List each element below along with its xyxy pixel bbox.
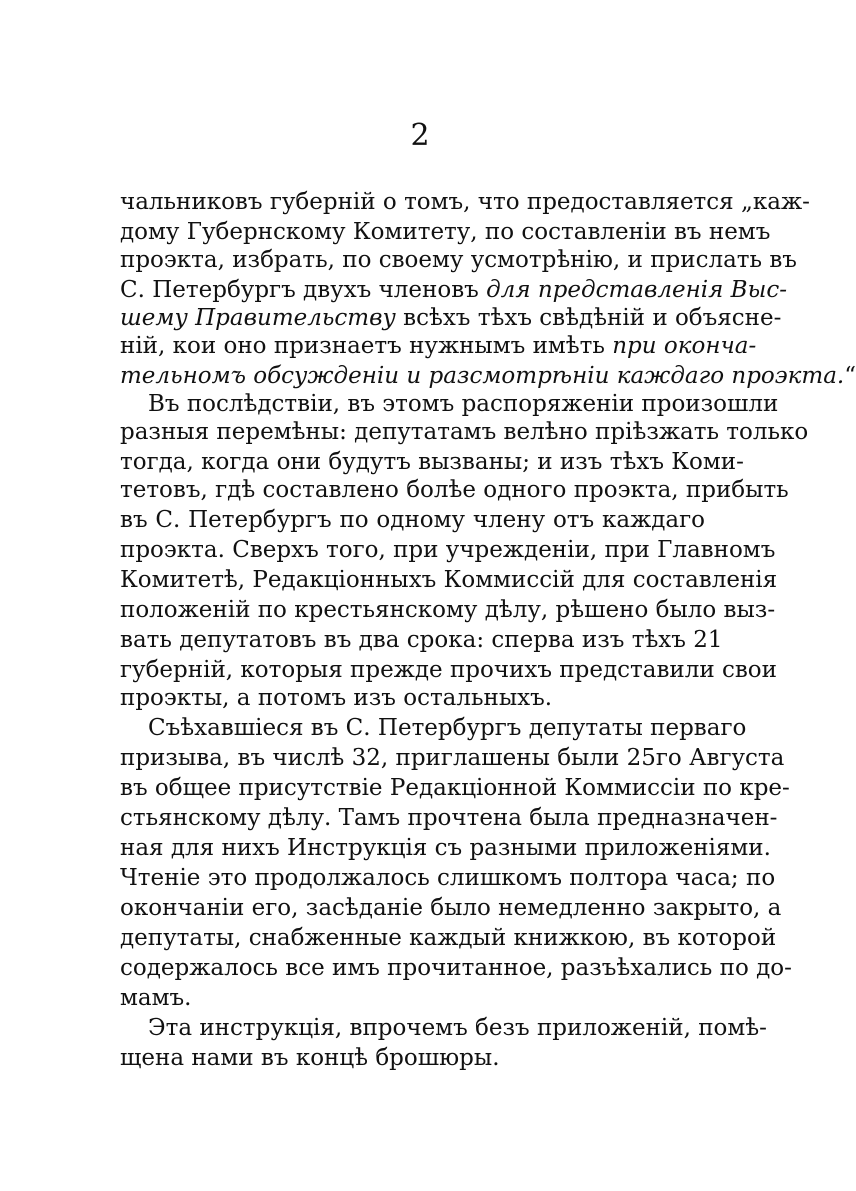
text-run: Съѣхавшіеся въ С. Петербургъ депутаты перваго	[148, 715, 747, 741]
text-line	[148, 713, 747, 743]
text-run: ная для нихъ Инструкція съ разными приложеніями.	[120, 835, 771, 861]
text-line	[120, 275, 787, 305]
text-run: стьянскому дѣлу. Тамъ прочтена была предназначен-	[120, 805, 778, 831]
page-number: 2	[410, 118, 430, 153]
text-line	[120, 245, 797, 275]
text-line	[120, 893, 782, 923]
text-run: депутаты, снабженные каждый книжкою, въ которой	[120, 925, 777, 951]
text-run: чальниковъ губерній о томъ, что предоставляется „каж-	[120, 189, 810, 215]
text-run: разныя перемѣны: депутатамъ велѣно пріѣзжать только	[120, 419, 809, 445]
text-line	[120, 655, 777, 685]
text-line	[120, 535, 776, 565]
text-run: тетовъ, гдѣ составлено болѣе одного проэкта, прибыть	[120, 477, 789, 503]
text-line	[120, 773, 790, 803]
text-run: тогда, когда они будутъ вызваны; и изъ тѣхъ Коми-	[120, 449, 744, 475]
text-line	[120, 475, 789, 505]
text-line	[120, 361, 856, 391]
italic-text: для представленія Выс-	[486, 277, 787, 303]
text-line	[120, 953, 792, 983]
text-line	[120, 447, 744, 477]
text-run: дому Губернскому Комитету, по составленіи въ немъ	[120, 219, 771, 245]
text-run: въ С. Петербургъ по одному члену отъ каждаго	[120, 507, 705, 533]
text-run: “	[844, 363, 856, 389]
text-line	[120, 303, 782, 333]
text-run: содержалось все имъ прочитанное, разъѣхались по до-	[120, 955, 792, 981]
text-line	[120, 923, 777, 953]
text-run: Въ послѣдствіи, въ этомъ распоряженіи произошли	[148, 391, 779, 417]
text-line	[120, 565, 778, 595]
text-line	[120, 625, 723, 655]
text-line	[120, 683, 705, 713]
text-run: щена нами въ концѣ брошюры.	[120, 1045, 500, 1071]
italic-text: при оконча-	[612, 333, 757, 359]
text-run: проэкта. Сверхъ того, при учрежденіи, при Главномъ	[120, 537, 776, 563]
text-run: проэкты, а потомъ изъ остальныхъ.	[120, 685, 553, 711]
text-line	[120, 983, 705, 1013]
text-run: призыва, въ числѣ 32, приглашены были 25го Августа	[120, 745, 785, 771]
text-run: Чтеніе это продолжалось слишкомъ полтора часа; по	[120, 865, 776, 891]
text-line	[120, 595, 776, 625]
text-run: Эта инструкція, впрочемъ безъ приложеній, помѣ-	[148, 1015, 767, 1041]
text-line	[120, 505, 705, 535]
text-run: положеній по крестьянскому дѣлу, рѣшено было выз-	[120, 597, 776, 623]
text-run: губерній, которыя прежде прочихъ представили свои	[120, 657, 777, 683]
text-line	[148, 389, 779, 419]
text-run: мамъ.	[120, 985, 192, 1011]
italic-text: шему Правительству	[120, 305, 396, 331]
text-line	[120, 833, 771, 863]
text-line	[120, 417, 809, 447]
text-run: всѣхъ тѣхъ свѣдѣній и объясне-	[395, 305, 782, 331]
text-run: проэкта, избрать, по своему усмотрѣнію, и прислать въ	[120, 247, 797, 273]
text-run: въ общее присутствіе Редакціонной Коммиссіи по кре-	[120, 775, 790, 801]
text-line	[148, 1013, 767, 1043]
text-run: ній, кои оно признаетъ нужнымъ имѣть	[120, 333, 613, 359]
text-line	[120, 1043, 705, 1073]
text-line	[120, 217, 771, 247]
italic-text: тельномъ обсужденіи и разсмотрѣніи каждаго проэкта.	[120, 363, 845, 389]
text-run: С. Петербургъ двухъ членовъ	[120, 277, 487, 303]
text-run: Комитетѣ, Редакціонныхъ Коммиссій для составленія	[120, 567, 778, 593]
text-line	[120, 743, 785, 773]
text-run: окончаніи его, засѣданіе было немедленно закрыто, а	[120, 895, 782, 921]
text-line	[120, 863, 776, 893]
text-line	[120, 331, 757, 361]
text-line	[120, 187, 810, 217]
text-run: вать депутатовъ въ два срока: сперва изъ тѣхъ 21	[120, 627, 723, 653]
text-line	[120, 803, 778, 833]
